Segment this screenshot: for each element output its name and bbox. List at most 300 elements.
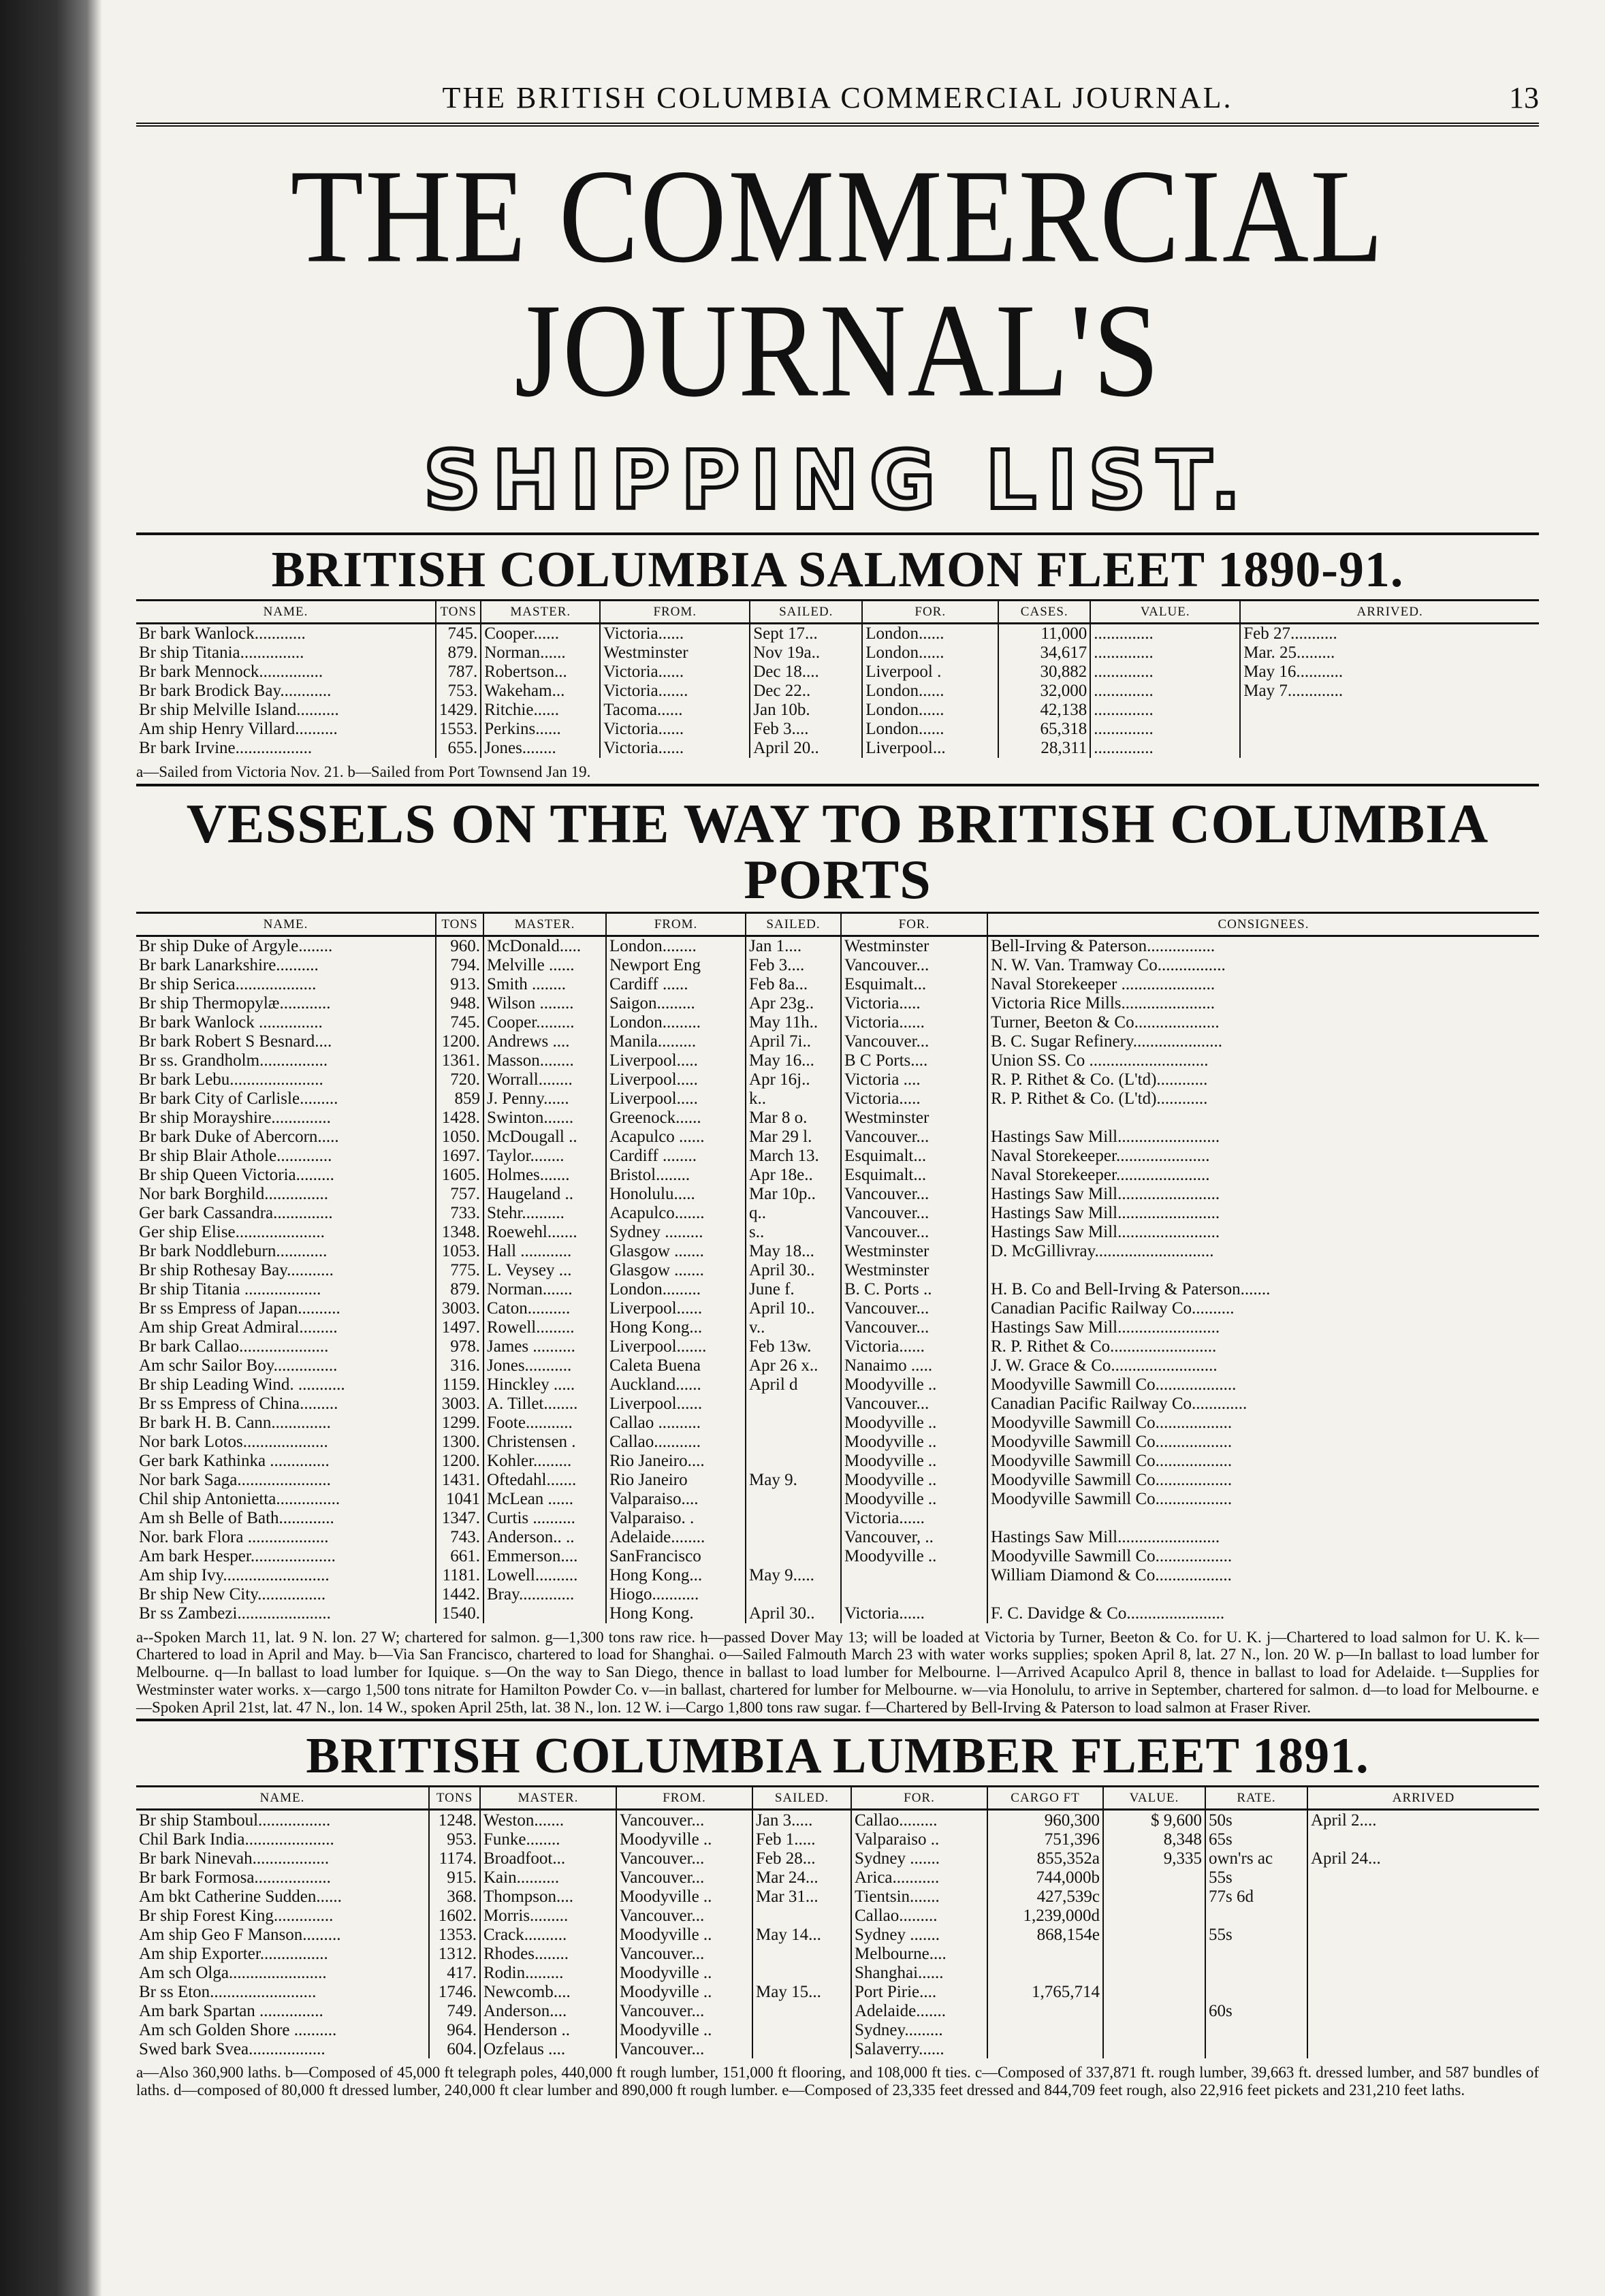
table-cell <box>752 1906 851 1925</box>
table-cell: Victoria...... <box>600 663 750 682</box>
table-row <box>136 1963 1539 1982</box>
table-cell: Vancouver... <box>616 2001 752 2020</box>
table-cell: May 14... <box>752 1925 851 1944</box>
table-cell: 1,239,000d <box>987 1906 1103 1925</box>
vessels-note: a--Spoken March 11, lat. 9 N. lon. 27 W; chartered for salmon. g—1,300 tons raw rice. h—passed Dover May 13; will be loaded at Victoria by Turner, Beeton & Co. for U. K. j—Chartered to load salmon for U. K. k—Chartered to load in April and May. b—Via San Francisco, chartered to load for Shanghai. o—Sailed Falmouth March 23 with water works supplies; spoken April 8, lat. 27 N., lon. 20 W. p—In ballast to load lumber for Melbourne. q—In ballast to load lumber for Iquique. s—On the way to San Diego, thence in ballast to load lumber for Melbourne. l—Arrived Acapulco April 8, thence in ballast to load for Adelaide. t—Supplies for Westminster water works. x—cargo 1,500 tons nitrate for Hamilton Powder Co. v—in ballast, chartered for lumber for Melbourne. w—via Honolulu, to arrive in September, chartered for salmon. d—to load for Melbourne. e—Spoken April 21st, lat. 47 N., lon. 14 W., spoken April 25th, lat. 38 N., lon. 12 W. i—Cargo 1,800 tons raw sugar. f—Chartered by Bell-Irving & Paterson to load salmon at Fraser River. <box>136 1628 1539 1716</box>
table-cell: Holmes....... <box>483 1166 606 1185</box>
table-cell <box>752 2039 851 2058</box>
table-cell <box>752 1944 851 1963</box>
table-cell: 868,154e <box>987 1925 1103 1944</box>
table-cell: Honolulu..... <box>606 1185 746 1204</box>
table-cell: 9,335 <box>1103 1849 1205 1868</box>
table-cell: 316. <box>436 1356 483 1375</box>
table-cell: Rio Janeiro.... <box>606 1452 746 1471</box>
table-cell: Nor bark Lotos.................... <box>139 1433 328 1452</box>
table-cell: Hastings Saw Mill........................ <box>987 1318 1539 1337</box>
table-cell: Vancouver... <box>616 1810 752 1830</box>
table-body <box>136 936 1539 1623</box>
table-cell: 1159. <box>436 1375 483 1394</box>
table-cell: Br ship Queen Victoria......... <box>139 1166 334 1185</box>
table-cell: Br bark H. B. Cann.............. <box>139 1414 331 1433</box>
table-cell: 1361. <box>436 1051 483 1070</box>
column-header: CASES. <box>998 600 1090 623</box>
table-cell: Moodyville .. <box>616 2020 752 2039</box>
table-cell: Br ss Empress of China......... <box>139 1394 338 1414</box>
table-cell <box>752 2001 851 2020</box>
table-cell: Sydney ......... <box>606 1223 746 1242</box>
table-cell: Br ship Titania .................. <box>139 1280 321 1299</box>
table-cell: Kohler......... <box>483 1452 606 1471</box>
table-row <box>136 1089 1539 1109</box>
table-cell: Br ship Forest King.............. <box>139 1906 334 1925</box>
table-row <box>136 1280 1539 1299</box>
table-row <box>136 1166 1539 1185</box>
table-cell: Apr 23g.. <box>746 994 841 1013</box>
table-cell: Nor bark Borghild............... <box>139 1185 328 1204</box>
table-cell: Moodyville .. <box>841 1471 987 1490</box>
table-row <box>136 936 1539 956</box>
table-cell: Anderson.... <box>480 2001 616 2020</box>
column-header: NAME. <box>136 1787 429 1810</box>
column-header: FOR. <box>862 600 998 623</box>
table-cell: $ 9,600 <box>1103 1810 1205 1830</box>
table-cell <box>746 1452 841 1471</box>
table-row <box>136 1204 1539 1223</box>
column-header: ARRIVED <box>1307 1787 1539 1810</box>
table-cell: Victoria...... <box>841 1604 987 1623</box>
table-cell: Moodyville .. <box>841 1414 987 1433</box>
table-cell: Feb 3.... <box>746 956 841 975</box>
table-cell: Weston....... <box>480 1810 616 1830</box>
table-cell: Hastings Saw Mill........................ <box>987 1223 1539 1242</box>
table-cell: Moodyville .. <box>841 1490 987 1509</box>
table-cell <box>987 1944 1103 1963</box>
table-cell: Nanaimo ..... <box>841 1356 987 1375</box>
column-header: FOR. <box>841 912 987 936</box>
table-cell: Hinckley ..... <box>483 1375 606 1394</box>
table-cell: 28,311 <box>998 739 1090 758</box>
table-cell <box>1103 1944 1205 1963</box>
table-cell: 1605. <box>436 1166 483 1185</box>
table-row <box>136 1109 1539 1128</box>
table-row <box>136 623 1539 643</box>
table-cell: 879. <box>436 1280 483 1299</box>
table-cell <box>987 1963 1103 1982</box>
table-cell: Salaverry...... <box>851 2039 987 2058</box>
table-cell <box>1307 1830 1539 1849</box>
table-cell: Feb 1..... <box>752 1830 851 1849</box>
table-cell: Moodyville .. <box>841 1452 987 1471</box>
table-cell: Vancouver... <box>616 1906 752 1925</box>
table-cell: Crack.......... <box>480 1925 616 1944</box>
table-cell: James .......... <box>483 1337 606 1356</box>
table-cell: 948. <box>436 994 483 1013</box>
table-cell: Am bark Spartan ............... <box>139 2001 323 2020</box>
table-cell: Bristol........ <box>606 1166 746 1185</box>
table-cell: B. C. Ports .. <box>841 1280 987 1299</box>
table-cell: Liverpool..... <box>606 1070 746 1089</box>
table-cell: Westminster <box>841 936 987 956</box>
table-cell: 77s 6d <box>1205 1887 1307 1906</box>
table-cell: 1553. <box>436 720 481 739</box>
table-cell <box>1307 1925 1539 1944</box>
table-cell: Br bark Duke of Abercorn..... <box>139 1128 339 1147</box>
table-cell: Emmerson.... <box>483 1547 606 1566</box>
table-cell: April d <box>746 1375 841 1394</box>
table-cell: 1697. <box>436 1147 483 1166</box>
table-cell: Am schr Sailor Boy............... <box>139 1356 338 1375</box>
table-cell: Dec 22.. <box>750 682 862 701</box>
table-cell: April 2.... <box>1307 1810 1539 1830</box>
table-cell: Br ss Empress of Japan.......... <box>139 1299 340 1318</box>
table-cell: Ger bark Cassandra.............. <box>139 1204 333 1223</box>
table-cell: Br ship Thermopylæ............ <box>139 994 331 1013</box>
table-cell: Funke........ <box>480 1830 616 1849</box>
table-cell: D. McGillivray............................ <box>987 1242 1539 1261</box>
table-cell: R. P. Rithet & Co. (L'td)............ <box>987 1089 1539 1109</box>
table-row <box>136 2039 1539 2058</box>
table-cell: 978. <box>436 1337 483 1356</box>
table-cell: 1299. <box>436 1414 483 1433</box>
table-cell: 1181. <box>436 1566 483 1585</box>
table-cell: Worrall........ <box>483 1070 606 1089</box>
table-cell: Roewehl....... <box>483 1223 606 1242</box>
table-cell: Arica........... <box>851 1868 987 1887</box>
table-cell: Br bark Mennock............... <box>139 663 323 682</box>
table-cell: Moodyville .. <box>841 1433 987 1452</box>
table-row <box>136 701 1539 720</box>
table-cell: 1347. <box>436 1509 483 1528</box>
table-row <box>136 1394 1539 1414</box>
table-cell: Feb 13w. <box>746 1337 841 1356</box>
table-cell <box>987 2039 1103 2058</box>
table-cell: Rowell......... <box>483 1318 606 1337</box>
table-cell: 661. <box>436 1547 483 1566</box>
table-cell: 964. <box>429 2020 480 2039</box>
table-cell <box>987 1509 1539 1528</box>
masthead-subtitle: SHIPPING LIST. <box>423 433 1252 527</box>
table-cell: Chil Bark India..................... <box>139 1830 334 1849</box>
table-cell: 1200. <box>436 1452 483 1471</box>
table-cell: Br bark Noddleburn............ <box>139 1242 328 1261</box>
column-header: TONS <box>429 1787 480 1810</box>
table-cell: 753. <box>436 682 481 701</box>
table-cell: Smith ........ <box>483 975 606 994</box>
table-row <box>136 994 1539 1013</box>
column-header: RATE. <box>1205 1787 1307 1810</box>
table-cell: 1053. <box>436 1242 483 1261</box>
running-head <box>136 68 1539 127</box>
table-cell: London........ <box>606 936 746 956</box>
table-cell: Liverpool...... <box>606 1394 746 1414</box>
running-title: THE BRITISH COLUMBIA COMMERCIAL JOURNAL. <box>442 81 1233 114</box>
lumber-fleet-note: a—Also 360,900 laths. b—Composed of 45,000 ft telegraph poles, 440,000 ft rough lumber, 151,000 ft flooring, and 108,000 ft ties. c—Composed of 337,871 ft. rough lumber, 39,663 ft. dressed lumber, and 587 bundles of laths. d—composed of 80,000 ft dressed lumber, 240,000 ft clear lumber and 890,000 ft rough lumber. e—Composed of 23,335 feet dressed and 844,709 feet rough, also 22,916 feet pickets and 231,210 feet laths. <box>136 2064 1539 2099</box>
table-cell: May 18... <box>746 1242 841 1261</box>
table-cell: 34,617 <box>998 643 1090 663</box>
table-cell: Callao......... <box>851 1810 987 1830</box>
table-cell: 30,882 <box>998 663 1090 682</box>
table-cell <box>1307 1944 1539 1963</box>
table-cell: Melville ...... <box>483 956 606 975</box>
table-cell <box>987 1261 1539 1280</box>
table-cell: Moodyville Sawmill Co.................. <box>987 1490 1539 1509</box>
table-cell: 1746. <box>429 1982 480 2001</box>
lumber-fleet-table <box>136 1785 1539 2058</box>
column-header: FROM. <box>606 912 746 936</box>
column-header: VALUE. <box>1103 1787 1205 1810</box>
table-cell: Victoria...... <box>600 739 750 758</box>
table-cell <box>746 1490 841 1509</box>
table-cell: Cooper......... <box>483 1013 606 1032</box>
column-header: SAILED. <box>752 1787 851 1810</box>
table-cell: William Diamond & Co.................. <box>987 1566 1539 1585</box>
table-cell: Taylor........ <box>483 1147 606 1166</box>
column-header: FOR. <box>851 1787 987 1810</box>
table-cell: Vancouver... <box>616 2039 752 2058</box>
table-cell: Feb 3.... <box>750 720 862 739</box>
table-cell: Am bark Hesper.................... <box>139 1547 336 1566</box>
table-cell: 8,348 <box>1103 1830 1205 1849</box>
table-cell: 65,318 <box>998 720 1090 739</box>
table-cell: Liverpool . <box>862 663 998 682</box>
table-cell: 1431. <box>436 1471 483 1490</box>
table-cell: Sydney ....... <box>851 1849 987 1868</box>
table-cell: Hastings Saw Mill........................ <box>987 1185 1539 1204</box>
table-cell <box>1205 1944 1307 1963</box>
table-row <box>136 1490 1539 1509</box>
table-cell: Shanghai...... <box>851 1963 987 1982</box>
table-cell: Victoria .... <box>841 1070 987 1089</box>
table-cell: 733. <box>436 1204 483 1223</box>
table-cell: Broadfoot... <box>480 1849 616 1868</box>
table-cell: Valparaiso.... <box>606 1490 746 1509</box>
table-cell: 879. <box>436 643 481 663</box>
table-cell: Liverpool..... <box>606 1051 746 1070</box>
table-cell: 743. <box>436 1528 483 1547</box>
table-cell: Perkins...... <box>481 720 600 739</box>
table-row <box>136 1337 1539 1356</box>
table-row <box>136 1982 1539 2001</box>
table-cell: Curtis .......... <box>483 1509 606 1528</box>
table-cell: J. W. Grace & Co......................... <box>987 1356 1539 1375</box>
table-cell: Wakeham... <box>481 682 600 701</box>
table-cell: London...... <box>862 623 998 643</box>
table-cell: Vancouver, .. <box>841 1528 987 1547</box>
table-cell: Robertson... <box>481 663 600 682</box>
table-cell: Westminster <box>841 1261 987 1280</box>
table-cell: Hiogo........... <box>606 1585 746 1604</box>
table-cell: Br bark Lebu...................... <box>139 1070 323 1089</box>
table-cell: Br ship Serica................... <box>139 975 317 994</box>
table-cell: F. C. Davidge & Co....................... <box>987 1604 1539 1623</box>
table-cell: May 16... <box>746 1051 841 1070</box>
table-cell: v.. <box>746 1318 841 1337</box>
table-cell: 1497. <box>436 1318 483 1337</box>
table-cell: Am ship Exporter................ <box>139 1944 328 1963</box>
table-row <box>136 1032 1539 1051</box>
table-cell: L. Veysey ... <box>483 1261 606 1280</box>
table-cell: J. Penny...... <box>483 1089 606 1109</box>
table-cell: Br bark Callao..................... <box>139 1337 329 1356</box>
table-cell: Victoria...... <box>600 720 750 739</box>
table-row <box>136 1452 1539 1471</box>
column-header: CARGO FT <box>987 1787 1103 1810</box>
table-cell: own'rs ac <box>1205 1849 1307 1868</box>
table-cell: Nov 19a.. <box>750 643 862 663</box>
table-cell: Am ship Henry Villard.......... <box>139 720 338 739</box>
table-cell <box>1103 1925 1205 1944</box>
table-cell: Westminster <box>841 1109 987 1128</box>
table-cell <box>987 1109 1539 1128</box>
column-header: SAILED. <box>746 912 841 936</box>
table-cell: 1041 <box>436 1490 483 1509</box>
table-cell: Br bark Brodick Bay............ <box>139 682 332 701</box>
table-row <box>136 1070 1539 1089</box>
column-header: NAME. <box>136 912 436 936</box>
table-cell <box>1103 2001 1205 2020</box>
table-cell: Rhodes........ <box>480 1944 616 1963</box>
table-cell: Victoria....... <box>600 682 750 701</box>
table-row <box>136 1128 1539 1147</box>
table-cell: Swinton....... <box>483 1109 606 1128</box>
table-cell: Nor. bark Flora ................... <box>139 1528 329 1547</box>
table-row <box>136 1261 1539 1280</box>
table-cell: Vancouver... <box>616 1944 752 1963</box>
column-header: MASTER. <box>480 1787 616 1810</box>
table-cell: London...... <box>862 701 998 720</box>
table-row <box>136 1433 1539 1452</box>
table-cell <box>987 2001 1103 2020</box>
salmon-fleet-note: a—Sailed from Victoria Nov. 21. b—Sailed from Port Townsend Jan 19. <box>136 763 591 780</box>
table-body <box>136 623 1539 758</box>
table-cell: Newport Eng <box>606 956 746 975</box>
column-header: MASTER. <box>481 600 600 623</box>
table-row <box>136 975 1539 994</box>
table-cell <box>746 1433 841 1452</box>
table-cell: 757. <box>436 1185 483 1204</box>
table-cell: Moodyville .. <box>841 1375 987 1394</box>
table-cell: 1353. <box>429 1925 480 1944</box>
table-cell: .............. <box>1090 720 1240 739</box>
table-cell: Callao .......... <box>606 1414 746 1433</box>
table-cell: .............. <box>1090 623 1240 643</box>
table-cell: Victoria...... <box>841 1509 987 1528</box>
table-cell: Feb 28... <box>752 1849 851 1868</box>
table-cell: B. C. Sugar Refinery..................... <box>987 1032 1539 1051</box>
table-cell: Br bark Wanlock............ <box>139 624 306 643</box>
table-cell <box>1240 720 1539 739</box>
table-cell: Vancouver... <box>616 1868 752 1887</box>
table-cell: Liverpool..... <box>606 1089 746 1109</box>
section-rule <box>136 784 1539 786</box>
table-cell: 1428. <box>436 1109 483 1128</box>
table-cell <box>1205 2020 1307 2039</box>
table-row <box>136 1944 1539 1963</box>
table-cell: 1,765,714 <box>987 1982 1103 2001</box>
table-cell: Liverpool... <box>862 739 998 758</box>
table-cell: Mar 10p.. <box>746 1185 841 1204</box>
table-row <box>136 1013 1539 1032</box>
table-cell <box>841 1566 987 1585</box>
table-cell: Callao......... <box>851 1906 987 1925</box>
table-cell: Caton.......... <box>483 1299 606 1318</box>
table-row <box>136 1547 1539 1566</box>
table-cell: Tacoma...... <box>600 701 750 720</box>
table-cell: Moodyville Sawmill Co.................. <box>987 1471 1539 1490</box>
salmon-fleet-title: BRITISH COLUMBIA SALMON FLEET 1890-91. <box>271 541 1404 598</box>
table-cell: Greenock...... <box>606 1109 746 1128</box>
table-cell: Am ship Geo F Manson......... <box>139 1925 341 1944</box>
table-cell: 1050. <box>436 1128 483 1147</box>
table-cell: Moodyville .. <box>616 1963 752 1982</box>
section-rule <box>136 532 1539 535</box>
table-cell: 960. <box>436 936 483 956</box>
table-cell <box>746 1414 841 1433</box>
table-header-row <box>136 912 1539 936</box>
table-row <box>136 643 1539 663</box>
table-cell: 3003. <box>436 1394 483 1414</box>
table-row <box>136 1830 1539 1849</box>
table-cell: Adelaide....... <box>851 2001 987 2020</box>
table-cell: June f. <box>746 1280 841 1299</box>
table-cell <box>1240 739 1539 758</box>
table-cell: 655. <box>436 739 481 758</box>
table-row <box>136 1299 1539 1318</box>
table-cell: Br ship Duke of Argyle........ <box>139 937 333 956</box>
table-header-row <box>136 1787 1539 1810</box>
table-cell: Br ship Blair Athole............. <box>139 1147 332 1166</box>
table-cell: Victoria..... <box>841 994 987 1013</box>
salmon-fleet-table <box>136 599 1539 758</box>
table-cell: Bell-Irving & Paterson................ <box>987 936 1539 956</box>
table-cell: Feb 8a... <box>746 975 841 994</box>
table-cell: Br bark Lanarkshire.......... <box>139 956 319 975</box>
table-cell: Br bark Irvine.................. <box>139 739 313 758</box>
table-cell: McLean ...... <box>483 1490 606 1509</box>
table-cell <box>1307 2039 1539 2058</box>
table-cell: Jan 3..... <box>752 1810 851 1830</box>
table-cell: Henderson .. <box>480 2020 616 2039</box>
lumber-fleet-title: BRITISH COLUMBIA LUMBER FLEET 1891. <box>306 1728 1369 1785</box>
table-row <box>136 2001 1539 2020</box>
table-cell: Port Pirie.... <box>851 1982 987 2001</box>
table-cell <box>1307 1963 1539 1982</box>
table-cell: .............. <box>1090 663 1240 682</box>
table-cell <box>746 1585 841 1604</box>
table-cell: H. B. Co and Bell-Irving & Paterson....... <box>987 1280 1539 1299</box>
table-cell <box>752 1963 851 1982</box>
table-row <box>136 682 1539 701</box>
table-row <box>136 1604 1539 1623</box>
table-cell: Ritchie...... <box>481 701 600 720</box>
table-cell: London......... <box>606 1280 746 1299</box>
table-cell: Masson........ <box>483 1051 606 1070</box>
table-cell <box>1307 2001 1539 2020</box>
table-row <box>136 1471 1539 1490</box>
table-cell: Moodyville .. <box>616 1887 752 1906</box>
table-cell <box>1103 1963 1205 1982</box>
table-cell: 65s <box>1205 1830 1307 1849</box>
table-cell: 953. <box>429 1830 480 1849</box>
table-cell: Caleta Buena <box>606 1356 746 1375</box>
table-cell: Auckland...... <box>606 1375 746 1394</box>
table-cell: London...... <box>862 682 998 701</box>
table-cell: Union SS. Co ............................ <box>987 1051 1539 1070</box>
table-row <box>136 1051 1539 1070</box>
table-cell <box>1307 2020 1539 2039</box>
table-cell: Oftedahl....... <box>483 1471 606 1490</box>
table-cell: Hong Kong. <box>606 1604 746 1623</box>
